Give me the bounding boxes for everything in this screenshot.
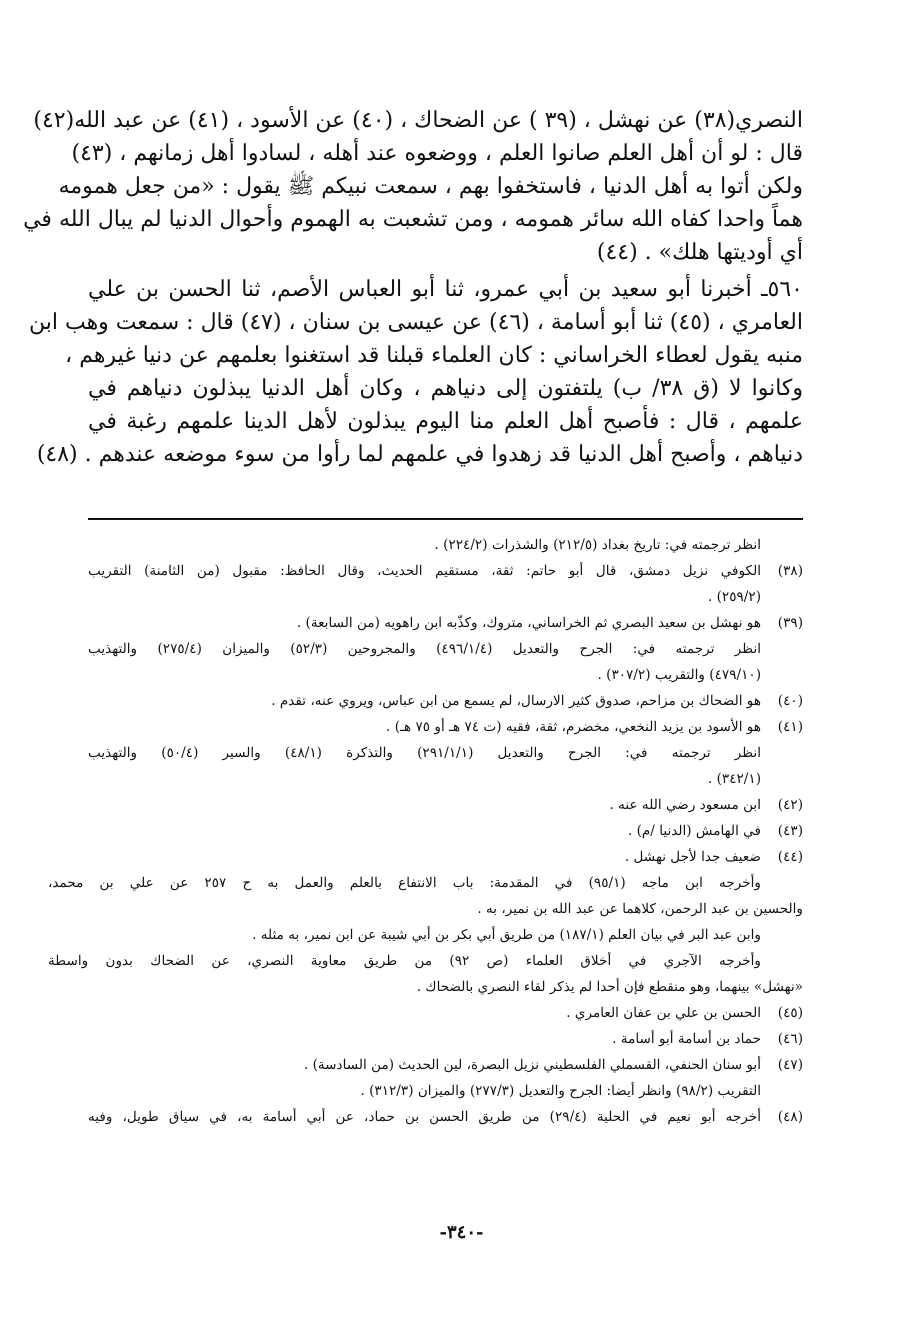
footnote-line: التقريب (٩٨/٢) وانظر أيضا: الجرح والتعديل (٢٧٧/٣) والميزان (٣١٢/٣) .	[360, 1083, 761, 1099]
footnote-47	[88, 1052, 803, 1078]
footnote-line: انظر ترجمته في: الجرح والتعديل (٤٩٦/١/٤) والمجروحين (٥٢/٣) والميزان (٢٧٥/٤) والتهذيب	[88, 641, 762, 657]
footnote-number: (٤٦)	[777, 1031, 803, 1047]
footnote-line: أبو سنان الحنفي، القسملي الفلسطيني نزيل البصرة، لين الحديث (من السادسة) .	[303, 1057, 761, 1073]
footnote-46	[88, 1026, 803, 1052]
text-line: العامري ، (٤٥) ثنا أبو أسامة ، (٤٦) عن عيسى بن سنان ، (٤٧) قال : سمعت وهب ابن	[29, 310, 803, 335]
footnote-continuation	[88, 922, 803, 948]
footnote-line: انظر ترجمته في: الجرح والتعديل (٢٩١/١/١) والتذكرة (٤٨/١) والسير (٥٠/٤) والتهذيب	[88, 745, 761, 761]
footnote-continuation	[88, 532, 803, 558]
footnote-39	[88, 610, 803, 636]
footnote-45	[88, 1000, 803, 1026]
text-line: دنياهم ، وأصبح أهل الدنيا قد زهدوا في علمهم لما رأوا من سوء موضعه عندهم . (٤٨)	[36, 442, 803, 467]
footnotes	[48, 532, 803, 1130]
footnote-line: (٣٤٢/١) .	[707, 771, 761, 787]
footnote-continuation	[48, 948, 803, 1000]
footnote-38	[88, 558, 803, 610]
footnote-line: وأخرجه الآجري في أخلاق العلماء (ص ٩٢) من طريق معاوية النصري، عن الضحاك بدون واسطة	[48, 953, 761, 969]
footnote-separator	[88, 518, 803, 520]
footnote-number: (٤٣)	[777, 823, 803, 839]
footnote-line: «نهشل» بينهما، وهو منقطع فإن أحدا لم يذكر لقاء النصري بالضحاك .	[416, 979, 803, 995]
text-line: النصري(٣٨) عن نهشل ، (٣٩ ) عن الضحاك ، (٤٠) عن الأسود ، (٤١) عن عبد الله(٤٢)	[33, 108, 803, 133]
footnote-line: انظر ترجمته في: تاريخ بغداد (٢١٢/٥) والشذرات (٢٢٤/٢) .	[434, 537, 761, 553]
footnote-line: حماد بن أسامة أبو أسامة .	[612, 1031, 761, 1047]
footnote-line: (٢٥٩/٢) .	[707, 589, 761, 605]
footnote-number: (٤٧)	[777, 1057, 803, 1073]
text-line: هماً واحدا كفاه الله سائر همومه ، ومن تشعبت به الهموم وأحوال الدنيا لم يبال الله في	[23, 207, 803, 232]
footnote-44	[88, 844, 803, 870]
footnote-line: (٤٧٩/١٠) والتقريب (٣٠٧/٢) .	[597, 667, 761, 683]
footnote-continuation	[88, 740, 803, 792]
footnote-number: (٤٤)	[777, 849, 803, 865]
text-line: ٥٦٠ـ أخبرنا أبو سعيد بن أبي عمرو، ثنا أبو العباس الأصم، ثنا الحسن بن علي	[88, 277, 803, 302]
footnote-number: (٣٩)	[777, 615, 803, 631]
footnote-48	[88, 1104, 803, 1130]
footnote-line: هو الضحاك بن مزاحم، صدوق كثير الارسال، لم يسمع من ابن عباس، ويروي عنه، تقدم .	[271, 693, 761, 709]
footnote-line: والحسين بن عبد الرحمن، كلاهما عن عبد الله بن نمير، به .	[477, 901, 803, 917]
footnote-line: هو نهشل بن سعيد البصري ثم الخراساني، متروك، وكذّبه ابن راهويه (من السابعة) .	[296, 615, 761, 631]
footnote-number: (٤٨)	[777, 1109, 803, 1125]
footnote-number: (٤٥)	[777, 1005, 803, 1021]
paragraph-560	[29, 273, 803, 471]
footnote-42	[88, 792, 803, 818]
text-line: وكانوا لا (ق ٣٨/ ب) يلتفتون إلى دنياهم ، وكان أهل الدنيا يبذلون دنياهم في	[88, 376, 803, 401]
footnote-number: (٤٠)	[777, 693, 803, 709]
footnote-number: (٤١)	[777, 719, 803, 735]
footnote-line: الكوفي نزيل دمشق، قال أبو حاتم: ثقة، مستقيم الحديث، وقال الحافظ: مقبول (من الثامنة) التقريب	[88, 563, 761, 579]
footnote-number: (٣٨)	[777, 563, 803, 579]
footnote-number: (٤٢)	[777, 797, 803, 813]
text-line: علمهم ، قال : فأصبح أهل العلم منا اليوم يبذلون لأهل الدينا علمهم رغبة في	[88, 409, 803, 434]
page-number: -٣٤٠-	[439, 1222, 484, 1243]
paragraph-1	[23, 104, 803, 269]
text-line: أي أوديتها هلك» . (٤٤)	[596, 240, 803, 265]
footnote-continuation	[88, 636, 803, 688]
footnote-line: ضعيف جدا لأجل نهشل .	[624, 849, 761, 865]
footnote-line: أخرجه أبو نعيم في الحلية (٢٩/٤) من طريق الحسن بن حماد، عن أبي أسامة به، في سياق طويل، وفيه	[88, 1109, 761, 1125]
text-line: قال : لو أن أهل العلم صانوا العلم ، ووضعوه عند أهله ، لسادوا أهل زمانهم ، (٤٣)	[71, 141, 803, 166]
text-line: ولكن أتوا به أهل الدنيا ، فاستخفوا بهم ، سمعت نبيكم ﷺ يقول : «من جعل همومه	[58, 174, 803, 199]
main-text	[23, 104, 803, 471]
footnote-43	[88, 818, 803, 844]
footnote-line: هو الأسود بن يزيد النخعي، مخضرم، ثقة، فقيه (ت ٧٤ هـ أو ٧٥ هـ) .	[386, 719, 761, 735]
footnote-line: ابن مسعود رضي الله عنه .	[609, 797, 761, 813]
footnote-40	[88, 688, 803, 714]
footnote-continuation	[48, 870, 803, 922]
footnote-41	[88, 714, 803, 740]
footnote-line: في الهامش (الدنيا /م) .	[627, 823, 761, 839]
footnote-line: الحسن بن علي بن عفان العامري .	[566, 1005, 761, 1021]
text-line: منبه يقول لعطاء الخراساني : كان العلماء قبلنا قد استغنوا بعلمهم عن دنيا غيرهم ،	[65, 343, 803, 368]
footnote-continuation	[88, 1078, 803, 1104]
footnote-line: وابن عبد البر في بيان العلم (١٨٧/١) من طريق أبي بكر بن أبي شيبة عن ابن نمير، به مثله .	[252, 927, 761, 943]
footnote-line: وأخرجه ابن ماجه (٩٥/١) في المقدمة: باب الانتفاع بالعلم والعمل به ح ٢٥٧ عن علي بن محمد،	[48, 875, 761, 891]
